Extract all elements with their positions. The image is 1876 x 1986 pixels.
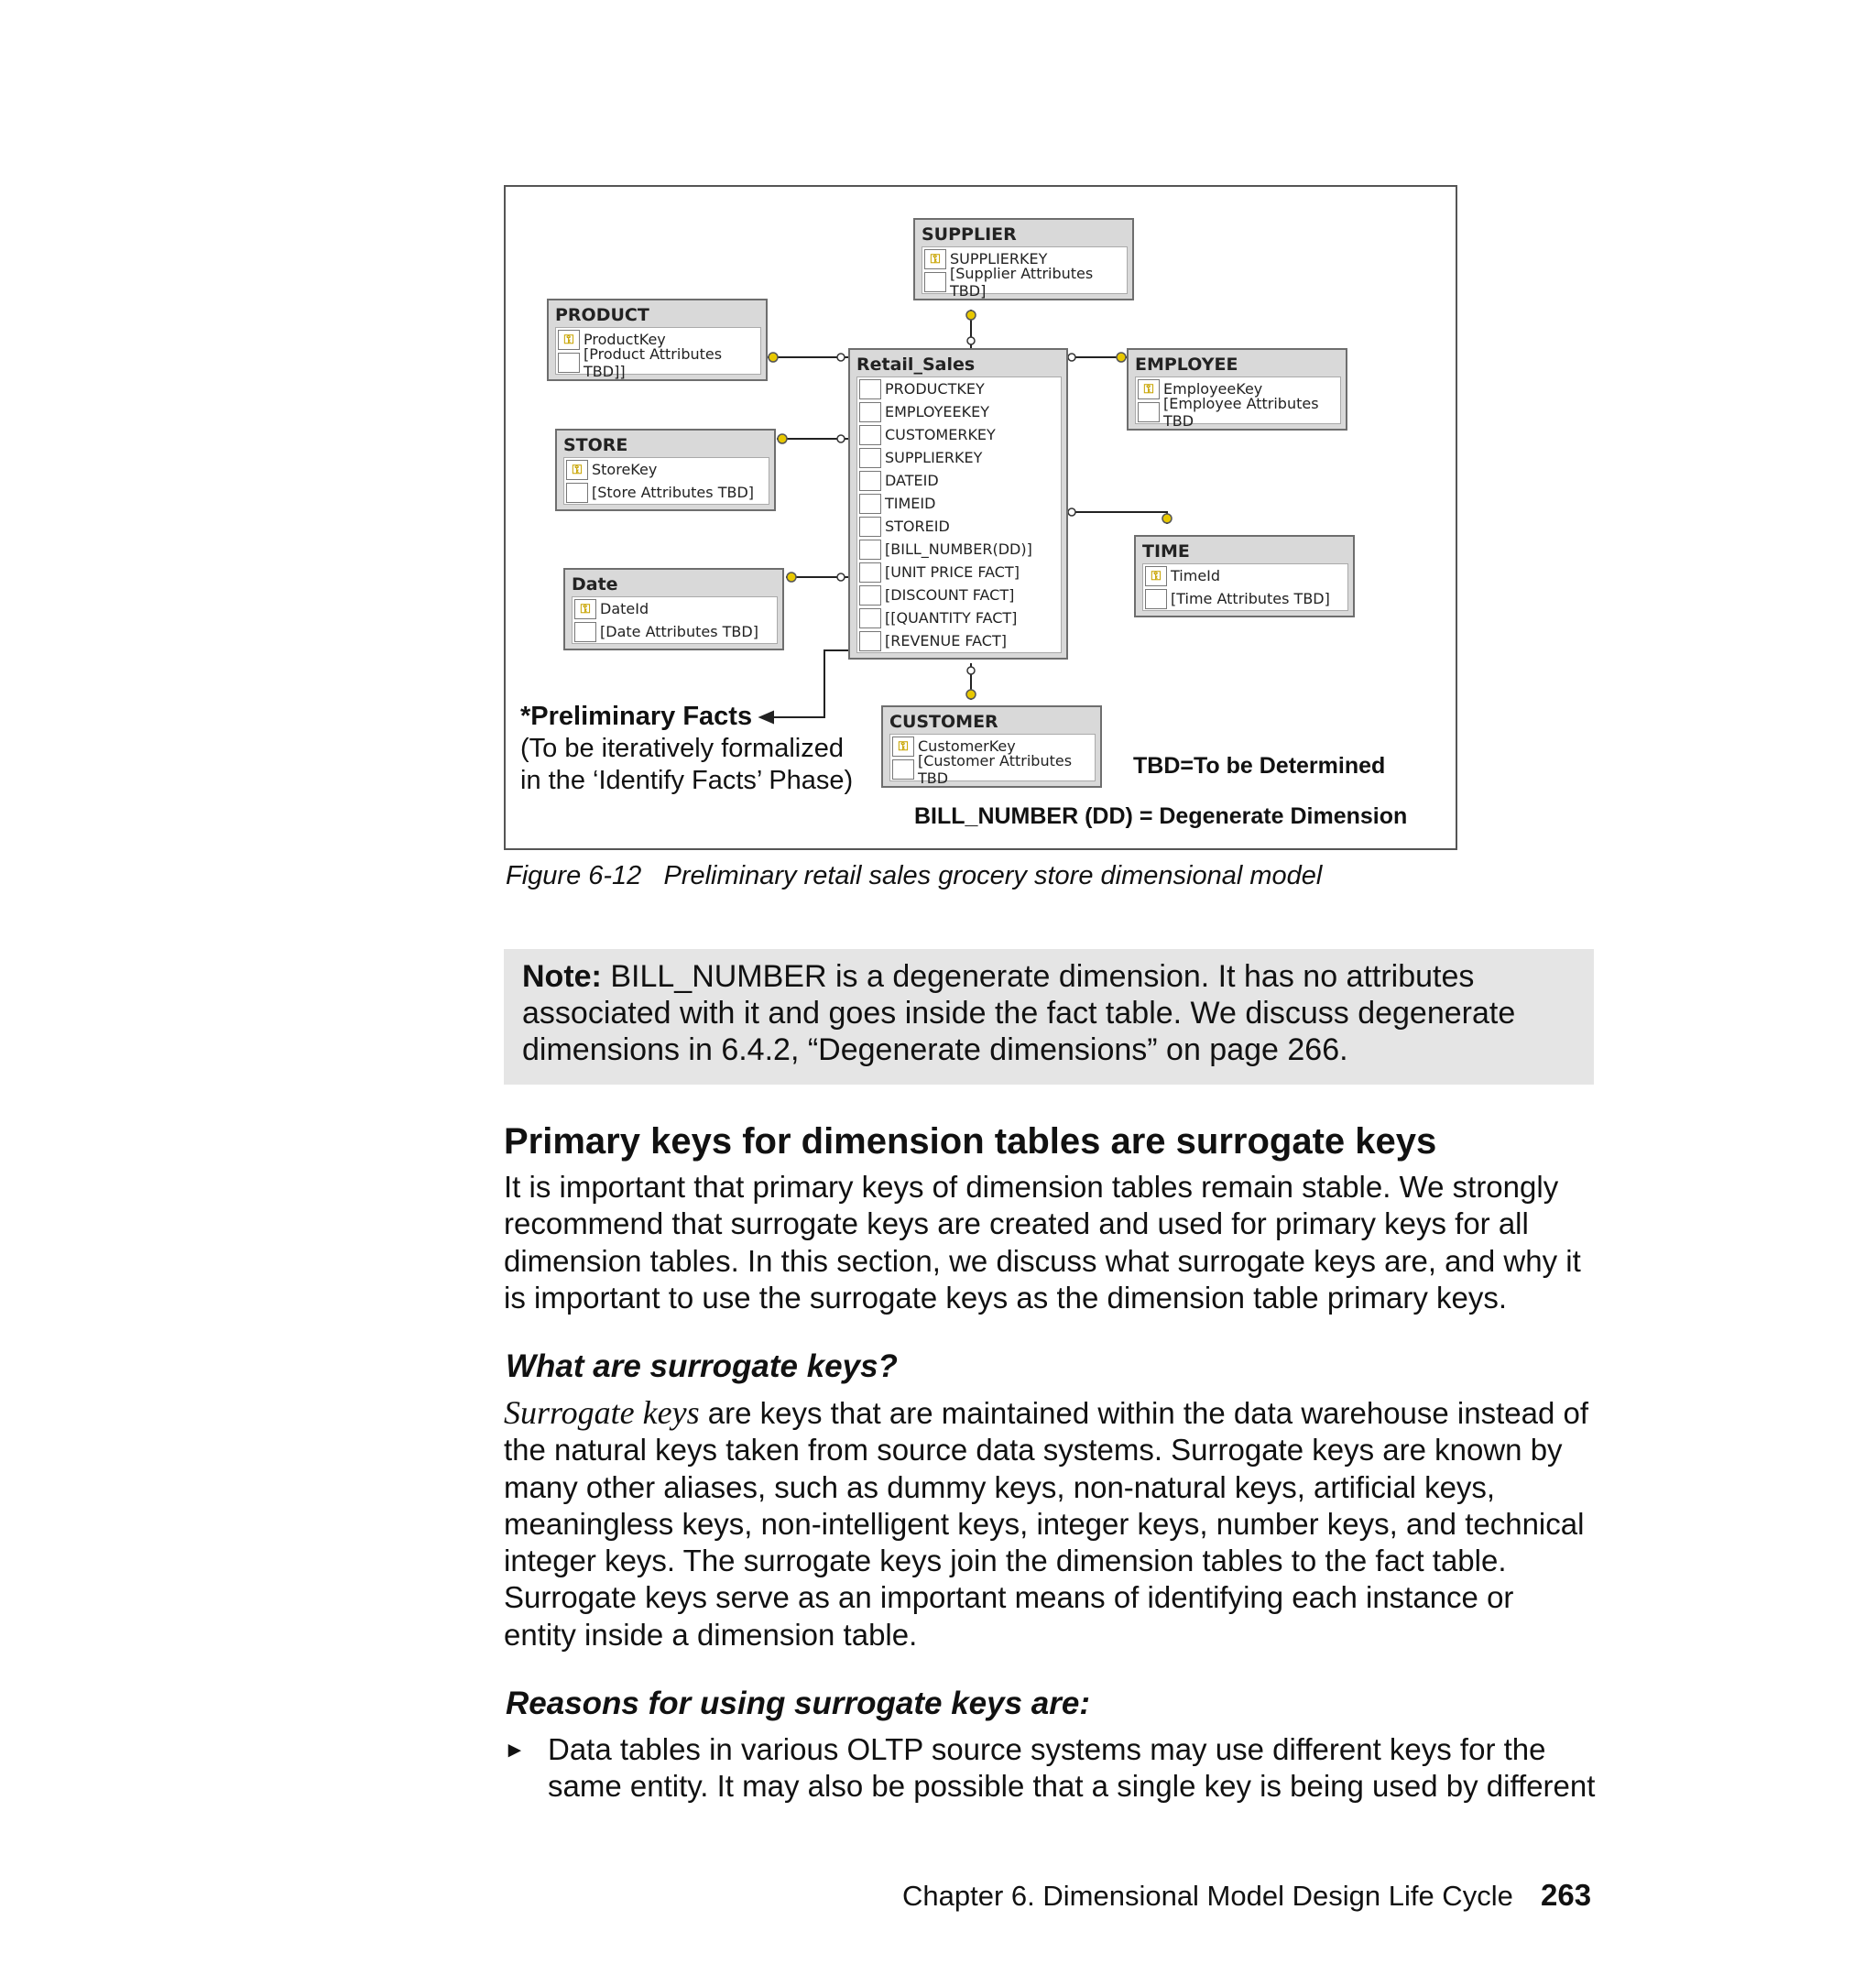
key-icon: ⚿	[898, 738, 909, 754]
link-end-many	[1068, 354, 1075, 361]
table-title: STORE	[563, 435, 628, 455]
surrogate-keys-text: are keys that are maintained within the data warehouse instead of the natural keys taken from source data systems. Surrogate keys are known by many other aliases, such as dummy keys, non-natural keys, artificial keys, meaningless keys, non-intelligent keys, integer keys, number keys, and technical integer keys. The surrogate keys join the dimension tables to the fact table. Surrogate keys serve as an important means of identifying each instance or entity inside a dimension table.	[504, 1396, 1589, 1652]
note-label: Note:	[522, 959, 602, 994]
reason-bullet-text: Data tables in various OLTP source systems may use different keys for the same entity. It may also be possible that a single key is being used by different	[548, 1732, 1596, 1804]
pointer-arrowhead	[760, 712, 773, 723]
table-row: [REVENUE FACT]	[857, 629, 1061, 652]
table-row: SUPPLIERKEY	[857, 446, 1061, 469]
key-icon: ⚿	[572, 462, 583, 477]
link-end-key	[769, 353, 778, 362]
product-table	[547, 299, 768, 381]
preliminary-facts-line1: (To be iteratively formalized	[520, 734, 844, 763]
table-title: EMPLOYEE	[1135, 355, 1238, 375]
surrogate-keys-paragraph	[504, 1394, 1594, 1653]
figure-frame	[504, 185, 1457, 850]
preliminary-facts-title: *Preliminary Facts	[520, 702, 753, 731]
note-box	[504, 949, 1594, 1085]
table-row: PRODUCTKEY	[857, 377, 1061, 400]
customer-table	[881, 705, 1102, 788]
section-heading: Primary keys for dimension tables are surrogate keys	[504, 1121, 1437, 1162]
link-end-many	[967, 337, 975, 344]
footer-page-number: 263	[1541, 1878, 1592, 1912]
time-link-line	[1064, 512, 1167, 524]
time-table	[1134, 535, 1355, 617]
store-table	[555, 429, 776, 511]
key-icon: ⚿	[930, 251, 941, 267]
table-title: SUPPLIER	[922, 224, 1017, 245]
link-end-key	[1162, 514, 1172, 523]
link-end-many	[1068, 508, 1075, 516]
key-icon: ⚿	[1151, 568, 1162, 584]
link-end-many	[837, 354, 845, 361]
table-row: ⚿ DateId	[573, 597, 777, 620]
table-row: EMPLOYEEKEY	[857, 400, 1061, 423]
table-title: PRODUCT	[555, 305, 649, 325]
retail-sales-table	[848, 348, 1068, 660]
table-row: TIMEID	[857, 492, 1061, 515]
key-icon: ⚿	[1143, 381, 1154, 397]
table-row: ⚿ StoreKey	[564, 458, 769, 481]
note-text: BILL_NUMBER is a degenerate dimension. It has no attributes associated with it and goes inside the fact table. We discuss degenerate dimensions in 6.4.2, “Degenerate dimensions” on page 266.	[522, 959, 1516, 1067]
table-row: [Product Attributes TBD]]	[556, 351, 760, 374]
link-end-many	[837, 435, 845, 442]
preliminary-facts-line2: in the ‘Identify Facts’ Phase)	[520, 766, 854, 795]
table-row: [[QUANTITY FACT]	[857, 606, 1061, 629]
link-end-key	[966, 690, 976, 699]
table-row: STOREID	[857, 515, 1061, 538]
table-title: Date	[572, 574, 618, 595]
table-row: [BILL_NUMBER(DD)]	[857, 538, 1061, 561]
supplier-table	[913, 218, 1134, 300]
table-row: ⚿ CustomerKey	[890, 735, 1095, 758]
surrogate-keys-term: Surrogate keys	[504, 1394, 700, 1431]
table-row: ⚿ SUPPLIERKEY	[922, 247, 1127, 270]
table-row: [Employee Attributes TBD	[1136, 400, 1340, 423]
table-row: ⚿ TimeId	[1143, 564, 1347, 587]
table-title: CUSTOMER	[889, 712, 998, 732]
link-end-key	[778, 434, 787, 443]
figure-caption: Figure 6-12 Preliminary retail sales grocery store dimensional model	[506, 861, 1323, 890]
table-row: [Customer Attributes TBD	[890, 758, 1095, 780]
preliminary-facts-pointer-line	[768, 650, 850, 717]
employee-table	[1127, 348, 1347, 431]
link-end-key	[966, 311, 976, 320]
link-end-many	[967, 667, 975, 674]
link-end-key	[1117, 353, 1126, 362]
table-row: [DISCOUNT FACT]	[857, 584, 1061, 606]
dd-legend: BILL_NUMBER (DD) = Degenerate Dimension	[914, 803, 1408, 829]
link-end-key	[787, 573, 796, 582]
footer-chapter-title: Chapter 6. Dimensional Model Design Life Cycle	[902, 1880, 1513, 1912]
triangle-bullet-icon: ►	[504, 1738, 526, 1762]
section-paragraph: It is important that primary keys of dimension tables remain stable. We strongly recommend that surrogate keys are created and used for primary keys for all dimension tables. In this section, we discuss what surrogate keys are, and why it is important to use the surrogate keys as the dimension table primary keys.	[504, 1170, 1581, 1315]
tbd-legend: TBD=To be Determined	[1133, 753, 1386, 779]
table-row: [Store Attributes TBD]	[564, 481, 769, 504]
table-row: CUSTOMERKEY	[857, 423, 1061, 446]
table-title: TIME	[1142, 541, 1190, 562]
table-row: [Time Attributes TBD]	[1143, 587, 1347, 610]
key-icon: ⚿	[563, 332, 574, 347]
table-row: ⚿ EmployeeKey	[1136, 377, 1340, 400]
subsection-heading-reasons: Reasons for using surrogate keys are:	[506, 1686, 1090, 1721]
table-title: Retail_Sales	[856, 355, 976, 375]
date-table	[563, 568, 784, 650]
subsection-heading-surrogate-keys: What are surrogate keys?	[506, 1348, 898, 1384]
table-row: [Date Attributes TBD]	[573, 620, 777, 643]
table-row: ⚿ ProductKey	[556, 328, 760, 351]
table-row: [UNIT PRICE FACT]	[857, 561, 1061, 584]
key-icon: ⚿	[580, 601, 591, 617]
table-row: [Supplier Attributes TBD]	[922, 270, 1127, 293]
table-row: DATEID	[857, 469, 1061, 492]
link-end-many	[837, 573, 845, 581]
